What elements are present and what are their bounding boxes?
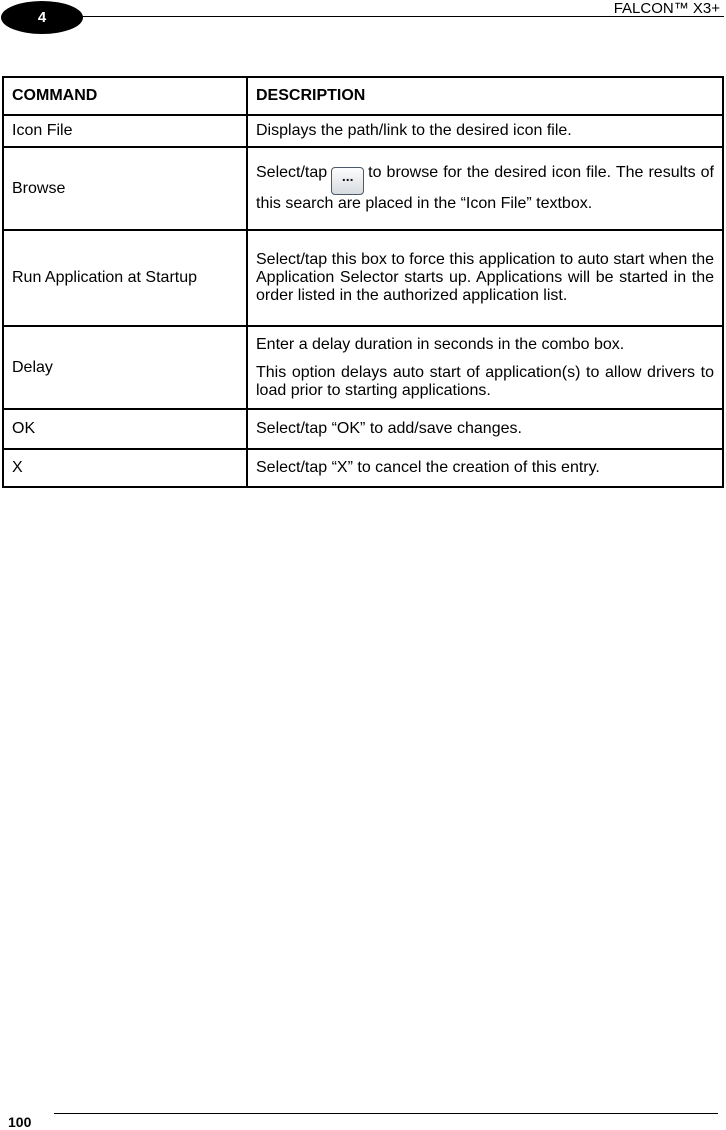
command-cell: Run Application at Startup (3, 230, 247, 326)
delay-desc-2: This option delays auto start of application(s) to allow drivers to load prior to starting applications. (256, 363, 714, 399)
chapter-badge: 4 (1, 1, 83, 34)
table-row (3, 409, 723, 449)
command-table (2, 76, 724, 488)
product-title: FALCON™ X3+ (613, 0, 720, 17)
table-row (3, 326, 723, 409)
browse-button-icon: ... (331, 167, 364, 195)
command-cell: X (3, 449, 247, 487)
page-number: 100 (8, 1114, 32, 1130)
table-header-row (3, 77, 723, 115)
command-cell: Browse (3, 147, 247, 230)
description-cell: Select/tap “X” to cancel the creation of this entry. (247, 449, 723, 487)
description-cell (247, 326, 723, 409)
browse-desc-after: to browse for the desired icon file. The results of this search are placed in the “Icon File” textbox. (256, 164, 714, 212)
browse-desc-before: Select/tap (256, 164, 328, 181)
command-cell: Icon File (3, 115, 247, 147)
command-cell: Delay (3, 326, 247, 409)
table-row (3, 230, 723, 326)
table-row (3, 147, 723, 230)
description-cell (247, 147, 723, 230)
column-header-description: DESCRIPTION (247, 77, 723, 115)
command-cell: OK (3, 409, 247, 449)
description-cell: Displays the path/link to the desired icon file. (247, 115, 723, 147)
column-header-command: COMMAND (3, 77, 247, 115)
footer-rule (54, 1113, 718, 1114)
description-cell: Select/tap this box to force this application to auto start when the Application Selector starts up. Applications will be started in the order listed in the authorized application list. (247, 230, 723, 326)
table-row (3, 449, 723, 487)
table-row (3, 115, 723, 147)
description-cell: Select/tap “OK” to add/save changes. (247, 409, 723, 449)
delay-desc-1: Enter a delay duration in seconds in the combo box. (256, 335, 625, 353)
